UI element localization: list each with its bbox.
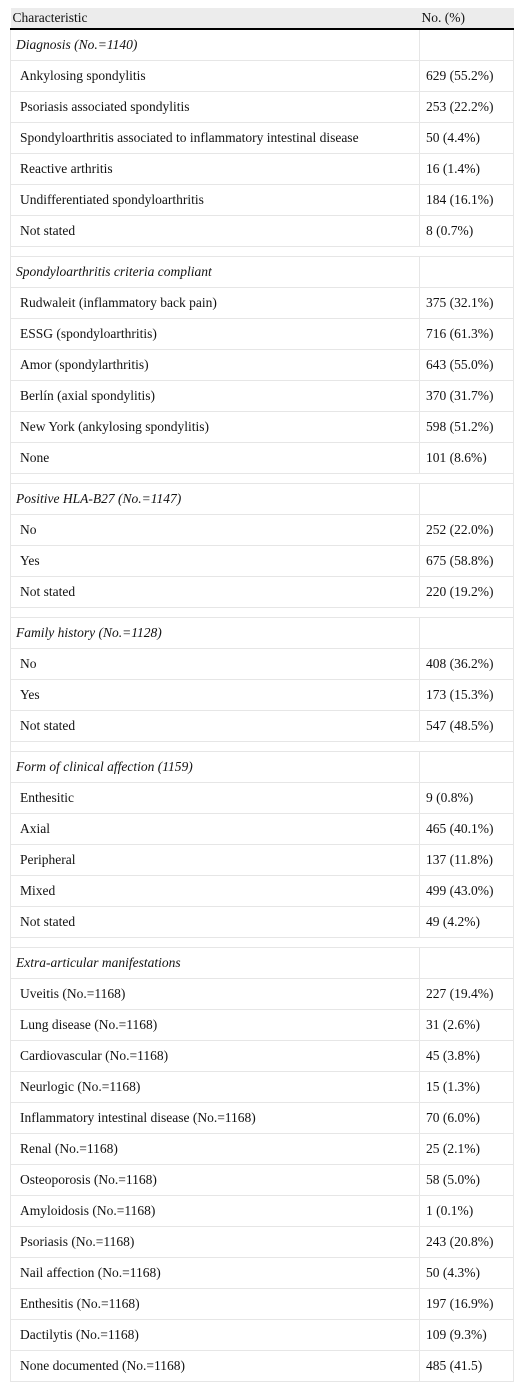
section-header-row (11, 752, 514, 783)
table-row (11, 1165, 514, 1196)
row-label: No (11, 515, 420, 546)
table-row (11, 649, 514, 680)
spacer-cell (11, 608, 514, 618)
table-row (11, 154, 514, 185)
row-value: 58 (5.0%) (420, 1165, 514, 1196)
table-row (11, 1103, 514, 1134)
row-label: Spondyloarthritis associated to inflammatory intestinal disease (11, 123, 420, 154)
row-value: 547 (48.5%) (420, 711, 514, 742)
table-row (11, 288, 514, 319)
table-row (11, 1196, 514, 1227)
section-value-cell (420, 484, 514, 515)
section-title: Positive HLA-B27 (No.=1147) (11, 484, 420, 515)
row-label: Mixed (11, 876, 420, 907)
row-label: Enthesitic (11, 783, 420, 814)
row-label: Amyloidosis (No.=1168) (11, 1196, 420, 1227)
section-title: Spondyloarthritis criteria compliant (11, 257, 420, 288)
row-value: 716 (61.3%) (420, 319, 514, 350)
header-characteristic: Characteristic (11, 8, 420, 29)
row-label: None (11, 443, 420, 474)
row-value: 643 (55.0%) (420, 350, 514, 381)
spacer-cell (11, 247, 514, 257)
section-value-cell (420, 948, 514, 979)
row-value: 15 (1.3%) (420, 1072, 514, 1103)
table-row (11, 711, 514, 742)
table-row (11, 907, 514, 938)
row-label: Undifferentiated spondyloarthritis (11, 185, 420, 216)
row-value: 50 (4.4%) (420, 123, 514, 154)
row-label: Peripheral (11, 845, 420, 876)
table-row (11, 876, 514, 907)
section-value-cell (420, 752, 514, 783)
table-row (11, 185, 514, 216)
row-label: Amor (spondylarthritis) (11, 350, 420, 381)
table-row (11, 1072, 514, 1103)
table-row (11, 680, 514, 711)
row-value: 25 (2.1%) (420, 1134, 514, 1165)
table-row (11, 123, 514, 154)
spacer-cell (11, 938, 514, 948)
row-label: Uveitis (No.=1168) (11, 979, 420, 1010)
row-value: 173 (15.3%) (420, 680, 514, 711)
table-row (11, 1289, 514, 1320)
row-value: 629 (55.2%) (420, 61, 514, 92)
row-value: 8 (0.7%) (420, 216, 514, 247)
table-row (11, 515, 514, 546)
row-value: 485 (41.5) (420, 1351, 514, 1382)
row-value: 253 (22.2%) (420, 92, 514, 123)
row-label: Dactilytis (No.=1168) (11, 1320, 420, 1351)
row-value: 243 (20.8%) (420, 1227, 514, 1258)
section-value-cell (420, 257, 514, 288)
row-label: ESSG (spondyloarthritis) (11, 319, 420, 350)
table-row (11, 412, 514, 443)
row-value: 137 (11.8%) (420, 845, 514, 876)
row-label: Reactive arthritis (11, 154, 420, 185)
table-row (11, 1041, 514, 1072)
row-value: 70 (6.0%) (420, 1103, 514, 1134)
row-label: Inflammatory intestinal disease (No.=1168) (11, 1103, 420, 1134)
row-label: Lung disease (No.=1168) (11, 1010, 420, 1041)
table-row (11, 443, 514, 474)
row-label: Cardiovascular (No.=1168) (11, 1041, 420, 1072)
section-title: Diagnosis (No.=1140) (11, 29, 420, 61)
row-label: Not stated (11, 711, 420, 742)
row-label: Yes (11, 546, 420, 577)
row-label: Axial (11, 814, 420, 845)
table-row (11, 319, 514, 350)
row-value: 184 (16.1%) (420, 185, 514, 216)
row-label: Yes (11, 680, 420, 711)
section-spacer (11, 938, 514, 948)
spacer-cell (11, 742, 514, 752)
section-header-row (11, 948, 514, 979)
section-spacer (11, 608, 514, 618)
row-value: 45 (3.8%) (420, 1041, 514, 1072)
row-value: 220 (19.2%) (420, 577, 514, 608)
row-value: 370 (31.7%) (420, 381, 514, 412)
table-row (11, 577, 514, 608)
header-value: No. (%) (420, 8, 514, 29)
section-title: Extra-articular manifestations (11, 948, 420, 979)
section-value-cell (420, 29, 514, 61)
row-label: Renal (No.=1168) (11, 1134, 420, 1165)
table-row (11, 61, 514, 92)
row-value: 49 (4.2%) (420, 907, 514, 938)
section-spacer (11, 474, 514, 484)
row-label: Rudwaleit (inflammatory back pain) (11, 288, 420, 319)
row-value: 598 (51.2%) (420, 412, 514, 443)
table-row (11, 546, 514, 577)
header-row (11, 8, 514, 29)
table-row (11, 216, 514, 247)
row-label: Not stated (11, 577, 420, 608)
row-value: 408 (36.2%) (420, 649, 514, 680)
row-label: Nail affection (No.=1168) (11, 1258, 420, 1289)
table-row (11, 979, 514, 1010)
table-body (11, 29, 514, 1382)
table-row (11, 92, 514, 123)
row-label: Osteoporosis (No.=1168) (11, 1165, 420, 1196)
row-label: Ankylosing spondylitis (11, 61, 420, 92)
section-spacer (11, 247, 514, 257)
table-row (11, 1320, 514, 1351)
table-row (11, 1134, 514, 1165)
row-label: None documented (No.=1168) (11, 1351, 420, 1382)
characteristics-table (10, 8, 514, 1382)
row-label: Psoriasis (No.=1168) (11, 1227, 420, 1258)
row-label: No (11, 649, 420, 680)
row-value: 252 (22.0%) (420, 515, 514, 546)
row-label: Enthesitis (No.=1168) (11, 1289, 420, 1320)
section-header-row (11, 484, 514, 515)
row-value: 465 (40.1%) (420, 814, 514, 845)
row-value: 9 (0.8%) (420, 783, 514, 814)
table-row (11, 1227, 514, 1258)
table-row (11, 1351, 514, 1382)
table-row (11, 350, 514, 381)
row-value: 101 (8.6%) (420, 443, 514, 474)
section-header-row (11, 257, 514, 288)
spacer-cell (11, 474, 514, 484)
row-label: Neurlogic (No.=1168) (11, 1072, 420, 1103)
table-row (11, 1010, 514, 1041)
row-value: 197 (16.9%) (420, 1289, 514, 1320)
table-row (11, 381, 514, 412)
section-value-cell (420, 618, 514, 649)
row-value: 675 (58.8%) (420, 546, 514, 577)
table-row (11, 783, 514, 814)
row-label: New York (ankylosing spondylitis) (11, 412, 420, 443)
row-value: 16 (1.4%) (420, 154, 514, 185)
section-title: Family history (No.=1128) (11, 618, 420, 649)
row-value: 499 (43.0%) (420, 876, 514, 907)
section-title: Form of clinical affection (1159) (11, 752, 420, 783)
table-row (11, 814, 514, 845)
section-header-row (11, 618, 514, 649)
table-row (11, 1258, 514, 1289)
row-label: Berlín (axial spondylitis) (11, 381, 420, 412)
section-spacer (11, 742, 514, 752)
row-label: Not stated (11, 216, 420, 247)
row-value: 109 (9.3%) (420, 1320, 514, 1351)
row-value: 50 (4.3%) (420, 1258, 514, 1289)
row-value: 375 (32.1%) (420, 288, 514, 319)
section-header-row (11, 29, 514, 61)
row-value: 1 (0.1%) (420, 1196, 514, 1227)
row-label: Psoriasis associated spondylitis (11, 92, 420, 123)
row-value: 31 (2.6%) (420, 1010, 514, 1041)
row-label: Not stated (11, 907, 420, 938)
row-value: 227 (19.4%) (420, 979, 514, 1010)
table-row (11, 845, 514, 876)
